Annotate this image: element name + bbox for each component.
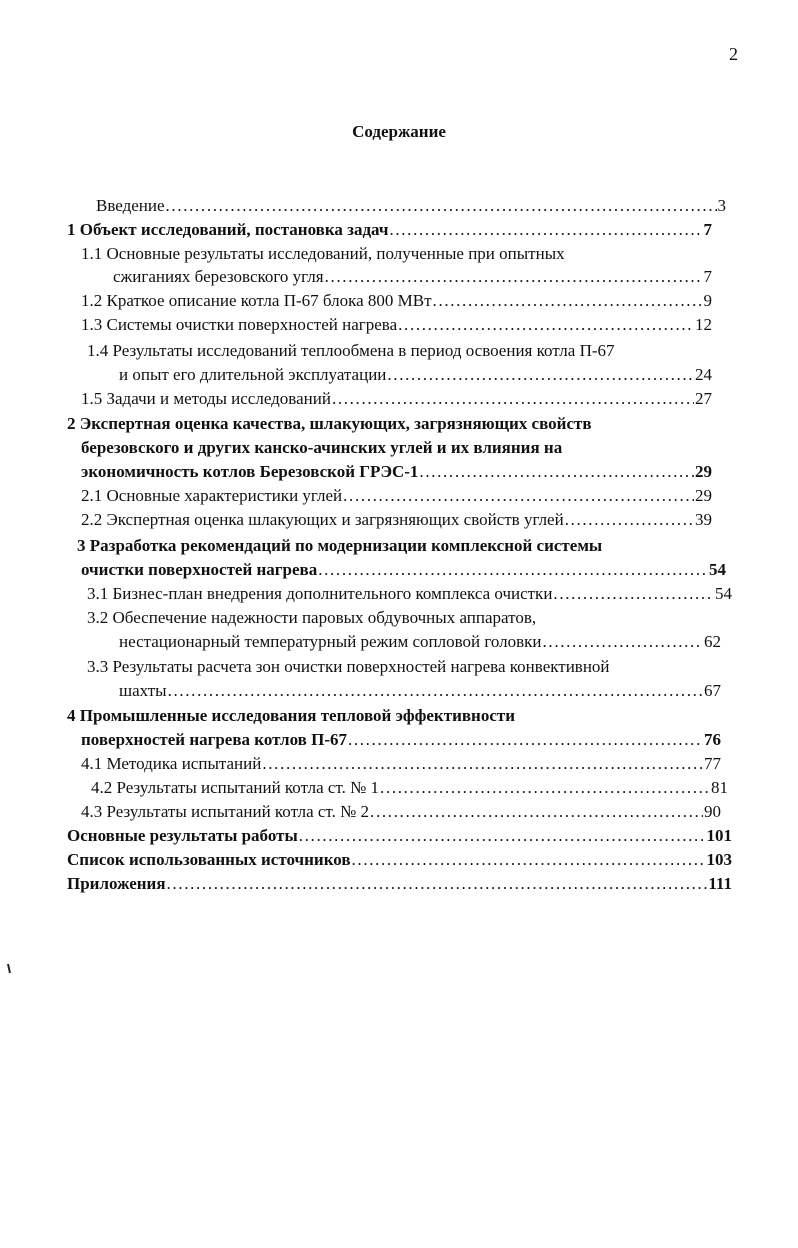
toc-leader-dots	[343, 485, 694, 507]
toc-entry-text: поверхностей нагрева котлов П-67	[81, 730, 347, 749]
toc-entry[interactable]	[119, 364, 712, 386]
toc-entry-text: Список использованных источников	[67, 850, 351, 869]
toc-leader-dots	[325, 266, 703, 288]
toc-entry-page: 39	[695, 510, 712, 529]
toc-entry[interactable]	[119, 680, 721, 702]
toc-leader-dots	[419, 461, 694, 483]
toc-entry[interactable]	[119, 631, 721, 653]
toc-entry-page: 9	[703, 291, 712, 310]
page-number: 2	[729, 44, 738, 64]
toc-leader-dots	[166, 195, 717, 217]
toc-entry[interactable]	[67, 873, 732, 895]
toc-entry[interactable]	[91, 777, 728, 799]
toc-entry-page: 7	[703, 220, 712, 239]
toc-entry-page: 24	[695, 365, 712, 384]
toc-leader-dots	[553, 583, 714, 605]
toc-leader-dots	[389, 219, 702, 241]
toc-entry-text: Введение	[96, 196, 165, 215]
toc-leader-dots	[299, 825, 706, 847]
toc-entry-page: 3	[717, 196, 726, 215]
toc-entry[interactable]	[81, 388, 712, 410]
toc-leader-dots	[387, 364, 694, 386]
toc-leader-dots	[380, 777, 710, 799]
toc-entry-page: 7	[703, 267, 712, 286]
toc-entry-page: 76	[704, 730, 721, 749]
toc-entry-text: 4.2 Результаты испытаний котла ст. № 1	[91, 778, 380, 797]
toc-leader-dots	[167, 873, 708, 895]
toc-entry-text: 1.1 Основные результаты исследований, полученные при опытных	[81, 244, 565, 263]
toc-entry[interactable]	[77, 535, 602, 557]
toc-entry-text: 3.3 Результаты расчета зон очистки поверхностей нагрева конвективной	[87, 657, 610, 676]
toc-entry-page: 111	[708, 874, 732, 893]
toc-entry[interactable]	[81, 801, 721, 823]
toc-entry[interactable]	[87, 340, 615, 362]
toc-entry-text: 4 Промышленные исследования тепловой эффективности	[67, 706, 516, 725]
toc-entry[interactable]	[67, 849, 732, 871]
toc-leader-dots	[332, 388, 694, 410]
toc-entry-text: 1.3 Системы очистки поверхностей нагрева	[81, 315, 398, 334]
toc-entry[interactable]	[81, 437, 562, 459]
toc-entry[interactable]	[81, 314, 712, 336]
toc-entry-page: 27	[695, 389, 712, 408]
toc-entry-page: 29	[695, 486, 712, 505]
toc-title: Содержание	[352, 122, 446, 141]
toc-entry[interactable]	[81, 290, 712, 312]
toc-entry-page: 77	[704, 754, 721, 773]
toc-entry[interactable]	[96, 195, 726, 217]
toc-entry[interactable]	[81, 461, 712, 483]
toc-entry-page: 54	[709, 560, 726, 579]
toc-leader-dots	[565, 509, 694, 531]
toc-entry-page: 29	[695, 462, 712, 481]
toc-leader-dots	[433, 290, 703, 312]
toc-leader-dots	[348, 729, 703, 751]
toc-entry[interactable]	[81, 485, 712, 507]
toc-entry-page: 101	[706, 826, 732, 845]
toc-entry-text: 2 Экспертная оценка качества, шлакующих, загрязняющих свойств	[67, 414, 592, 433]
toc-entry-text: шахты	[119, 681, 167, 700]
toc-leader-dots	[543, 631, 703, 653]
toc-entry[interactable]	[67, 825, 732, 847]
toc-entry[interactable]	[81, 509, 712, 531]
toc-entry[interactable]	[87, 656, 610, 678]
toc-entry[interactable]	[67, 219, 712, 241]
toc-entry-text: 1.5 Задачи и методы исследований	[81, 389, 331, 408]
toc-entry[interactable]	[67, 705, 515, 727]
toc-entry-text: нестационарный температурный режим сопловой головки	[119, 632, 542, 651]
toc-entry[interactable]	[67, 413, 592, 435]
toc-leader-dots	[262, 753, 703, 775]
toc-entry-page: 103	[706, 850, 732, 869]
toc-entry-text: Основные результаты работы	[67, 826, 298, 845]
toc-entry-text: и опыт его длительной эксплуатации	[119, 365, 387, 384]
toc-leader-dots	[168, 680, 703, 702]
toc-entry-text: Приложения	[67, 874, 166, 893]
toc-entry[interactable]	[113, 266, 712, 288]
toc-entry-page: 67	[704, 681, 721, 700]
toc-entry-text: сжиганиях березовского угля	[113, 267, 324, 286]
toc-leader-dots	[398, 314, 694, 336]
toc-entry-text: экономичность котлов Березовской ГРЭС-1	[81, 462, 419, 481]
toc-entry-page: 62	[704, 632, 721, 651]
toc-entry-text: 3.2 Обеспечение надежности паровых обдувочных аппаратов,	[87, 608, 537, 627]
toc-entry-text: очистки поверхностей нагрева	[81, 560, 318, 579]
toc-leader-dots	[370, 801, 703, 823]
toc-entry-page: 54	[715, 584, 732, 603]
toc-entry-text: 4.3 Результаты испытаний котла ст. № 2	[81, 802, 370, 821]
toc-entry-text: 1.4 Результаты исследований теплообмена в период освоения котла П-67	[87, 341, 615, 360]
toc-entry-text: березовского и других канско-ачинских углей и их влияния на	[81, 438, 563, 457]
toc-entry[interactable]	[81, 243, 565, 265]
toc-entry-page: 90	[704, 802, 721, 821]
toc-entry-text: 3 Разработка рекомендаций по модернизации комплексной системы	[77, 536, 603, 555]
toc-entry-text: 2.2 Экспертная оценка шлакующих и загрязняющих свойств углей	[81, 510, 564, 529]
toc-entry-text: 4.1 Методика испытаний	[81, 754, 262, 773]
toc-entry-text: 1.2 Краткое описание котла П-67 блока 800 МВт	[81, 291, 432, 310]
toc-leader-dots	[352, 849, 706, 871]
toc-entry[interactable]	[87, 607, 536, 629]
toc-entry-text: 2.1 Основные характеристики углей	[81, 486, 343, 505]
toc-entry[interactable]	[81, 753, 721, 775]
toc-entry-page: 81	[711, 778, 728, 797]
toc-entry-text: 3.1 Бизнес-план внедрения дополнительного комплекса очистки	[87, 584, 553, 603]
toc-entry[interactable]	[81, 559, 726, 581]
toc-entry-page: 12	[695, 315, 712, 334]
toc-entry[interactable]	[81, 729, 721, 751]
toc-leader-dots	[318, 559, 708, 581]
toc-entry-text: 1 Объект исследований, постановка задач	[67, 220, 389, 239]
toc-entry[interactable]	[87, 583, 732, 605]
